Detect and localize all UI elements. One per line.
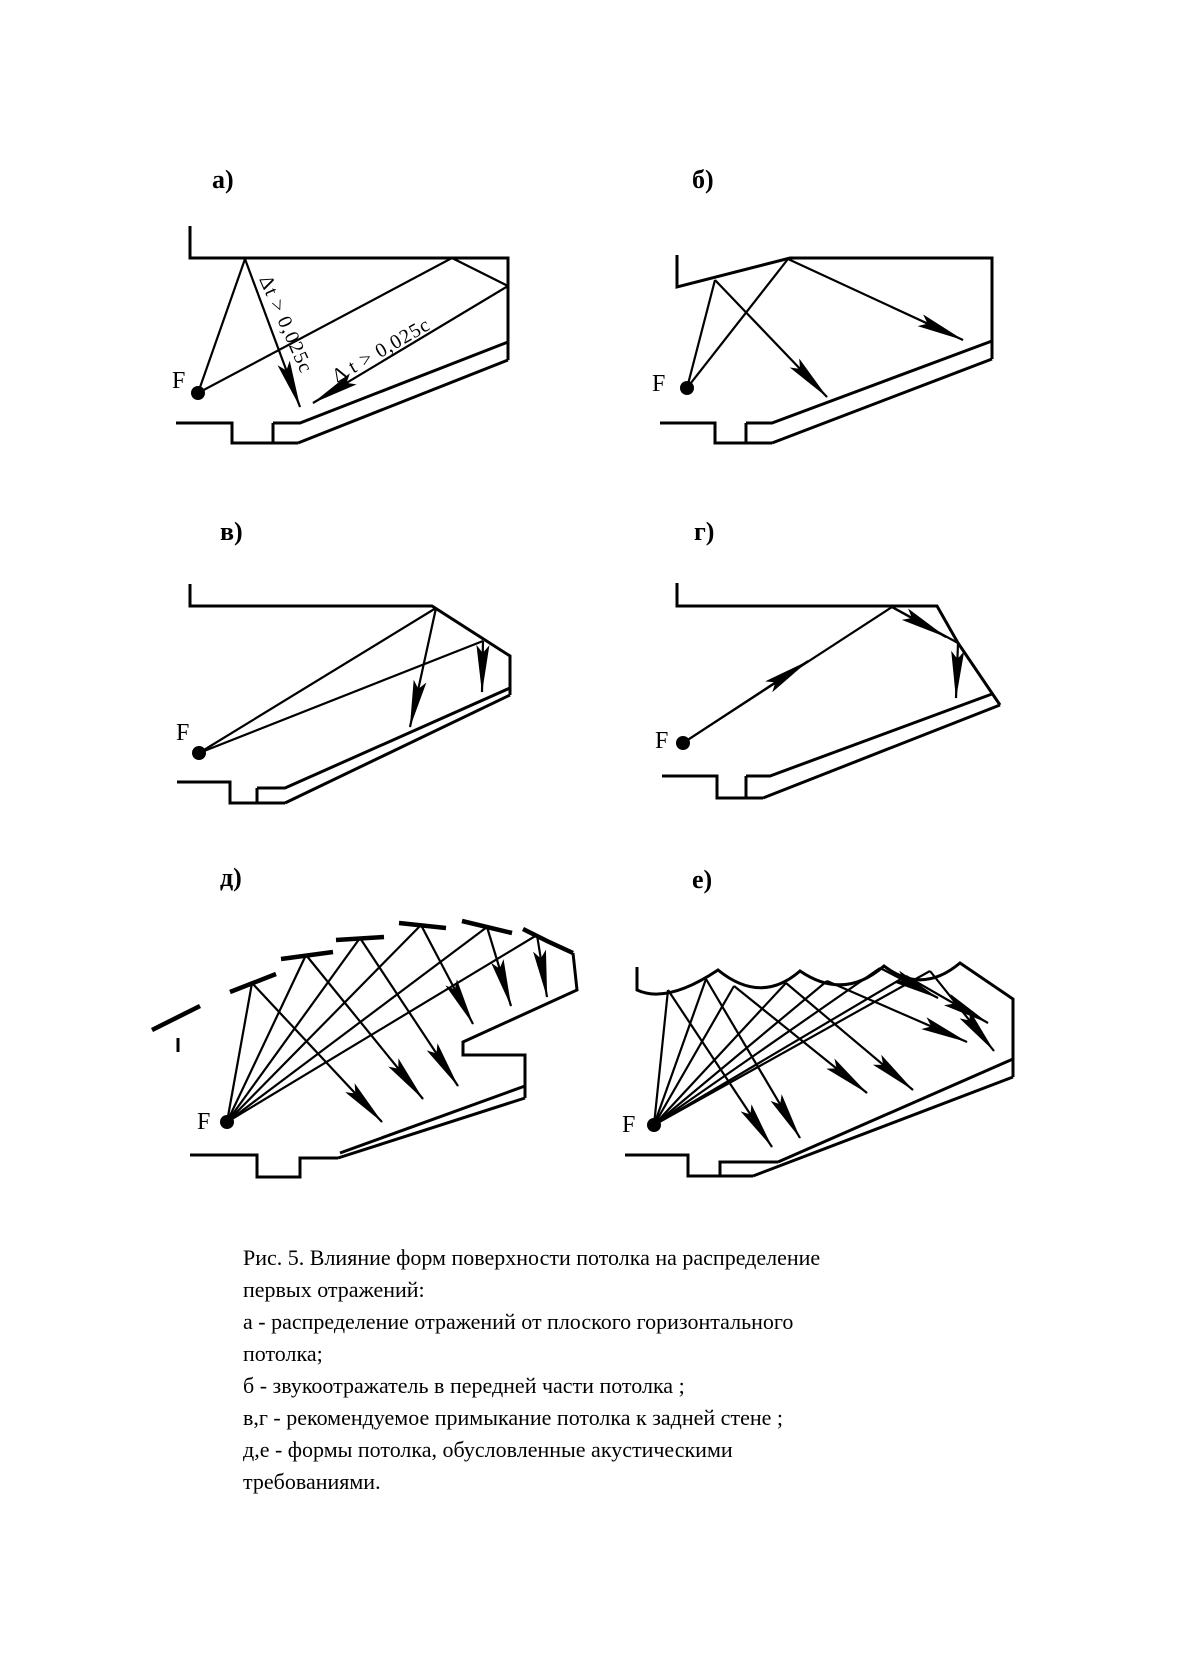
- panel-g-label: г): [694, 517, 715, 546]
- sound-rays-d: [227, 925, 547, 1122]
- source-label-a: F: [172, 368, 186, 394]
- sound-rays-e: [654, 968, 994, 1147]
- sound-source-dot-b: [680, 381, 694, 395]
- caption-line: первых отражений:: [243, 1277, 425, 1302]
- room-outline-b: [660, 255, 992, 443]
- room-outline-d: [152, 921, 577, 1177]
- caption-line: в,г - рекомендуемое примыкание потолка к задней стене ;: [243, 1405, 783, 1430]
- panel-a-diagram: [160, 200, 530, 460]
- sound-rays-b: [687, 259, 963, 397]
- delay-annotation-diagonal: Δ t > 0,025с: [328, 313, 435, 388]
- source-label-b: F: [652, 371, 666, 397]
- panel-d-label: д): [220, 863, 242, 892]
- panel-b-label: б): [692, 165, 714, 194]
- sound-rays-a: [198, 258, 508, 407]
- panel-d-diagram: [135, 890, 595, 1190]
- source-label-d: F: [197, 1109, 211, 1135]
- caption-line: б - звукоотражатель в передней части потолка ;: [243, 1373, 685, 1398]
- figure-caption: [243, 1242, 933, 1498]
- panel-v-diagram: [160, 550, 530, 815]
- caption-line: д,е - формы потолка, обусловленные акустическими: [243, 1437, 733, 1462]
- panel-b-diagram: [640, 200, 1010, 460]
- sound-source-dot-v: [192, 746, 206, 760]
- sound-source-dot-g: [676, 736, 690, 750]
- source-label-e: F: [622, 1112, 636, 1138]
- caption-line: а - распределение отражений от плоского горизонтального: [243, 1309, 794, 1334]
- caption-line: потолка;: [243, 1341, 323, 1366]
- sound-source-dot-a: [191, 386, 205, 400]
- panel-e-label: е): [692, 865, 713, 894]
- source-label-g: F: [655, 728, 669, 754]
- caption-line: Рис. 5. Влияние форм поверхности потолка на распределение: [243, 1245, 821, 1270]
- room-outline-g: [662, 583, 1000, 798]
- panel-a-label: а): [212, 165, 234, 194]
- panel-e-diagram: [605, 930, 1035, 1190]
- caption-line: требованиями.: [243, 1469, 381, 1494]
- room-outline-a: [176, 226, 508, 443]
- room-outline-v: [177, 584, 510, 803]
- sound-rays-v: [199, 608, 483, 753]
- sound-source-dot-e: [647, 1118, 661, 1132]
- panel-v-label: в): [220, 517, 243, 546]
- delay-annotation-steep: Δt > 0,025с: [254, 272, 318, 377]
- room-outline-e: [625, 963, 1013, 1176]
- source-label-v: F: [176, 720, 190, 746]
- panel-g-diagram: [640, 550, 1020, 815]
- sound-source-dot-d: [220, 1115, 234, 1129]
